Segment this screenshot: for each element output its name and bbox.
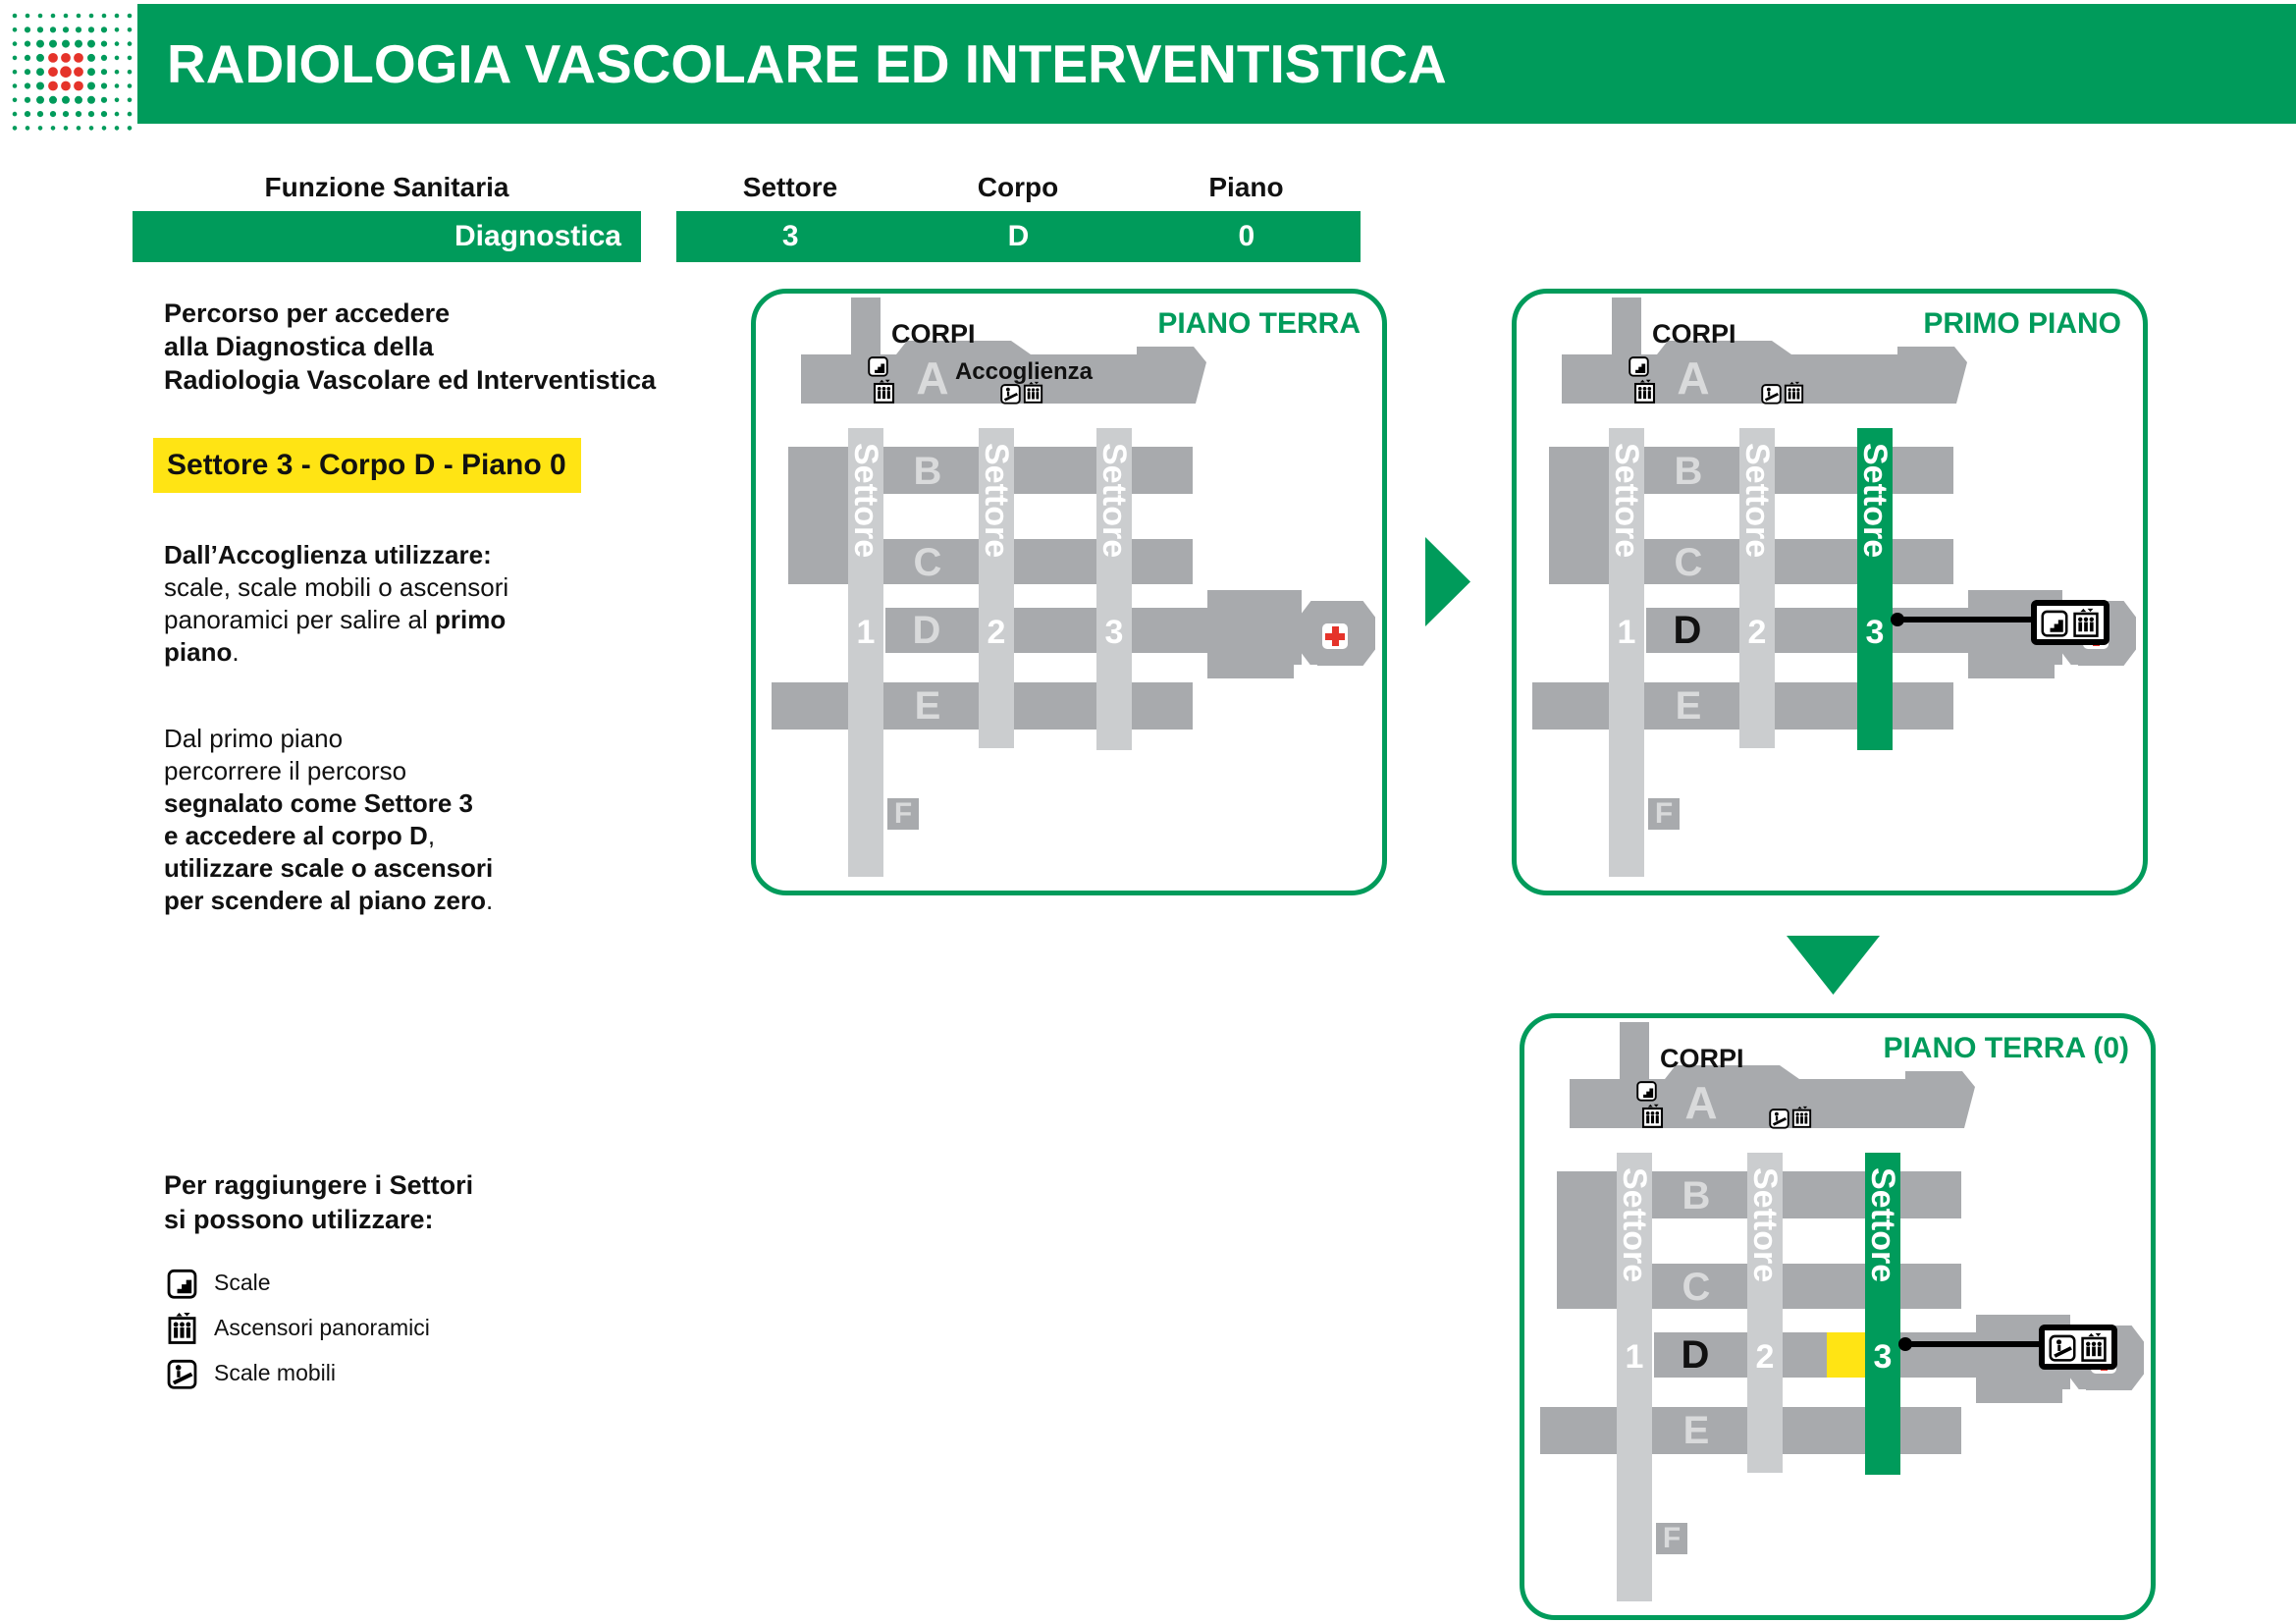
- escalator-icon: [167, 1357, 197, 1389]
- panel-title: PIANO TERRA: [1157, 307, 1361, 340]
- settore-3-label: Settore: [1864, 1167, 1901, 1283]
- callout-dot: [1891, 613, 1904, 626]
- corpo-f-letter: F: [893, 797, 913, 830]
- corpo-f-letter: F: [1654, 797, 1674, 830]
- escalator-icon: [1769, 1107, 1789, 1129]
- panel-title: PIANO TERRA (0): [1883, 1032, 2129, 1064]
- down-arrow-icon: [1787, 936, 1880, 995]
- panoramic-elevator-icon: [1023, 381, 1043, 404]
- settore-1-number: 1: [1625, 1338, 1644, 1376]
- corridor-block: [1207, 590, 1302, 678]
- hospital-dots-logo: [8, 8, 137, 137]
- legend-item-label: Scale mobili: [214, 1359, 336, 1385]
- callout-icon-1: [2041, 608, 2068, 637]
- red-cross-icon: [1322, 623, 1348, 649]
- callout-icon-2: [2080, 1332, 2108, 1362]
- settore-1-number: 1: [1617, 614, 1636, 651]
- value-settore-corpo-piano: [676, 211, 1361, 262]
- corpo-e-letter: E: [1682, 1409, 1710, 1452]
- instructions-paragraph-1: Dall’Accoglienza utilizzare: scale, scale mobili o ascensori panoramici per salire al primo piano.: [164, 540, 509, 667]
- corpo-a-letter: A: [916, 352, 949, 404]
- legend-item-label: Scale: [214, 1269, 271, 1295]
- column-header-corpo: Corpo: [977, 172, 1059, 202]
- app-header: [137, 4, 2296, 124]
- legend-item-scale: [167, 1266, 271, 1299]
- settore-2-label: Settore: [1738, 443, 1776, 559]
- callout-line: [1896, 617, 2033, 622]
- column-header-piano: Piano: [1208, 172, 1284, 202]
- corridor-notch: [2062, 1389, 2086, 1405]
- settore-1-number: 1: [856, 614, 876, 651]
- panoramic-elevator-icon: [1633, 379, 1656, 404]
- panoramic-elevator-icon: [167, 1312, 197, 1344]
- escalator-icon: [1000, 382, 1021, 405]
- corpo-d-letter: D: [1673, 609, 1702, 652]
- corpo-a-letter: A: [1684, 1077, 1718, 1128]
- settore-1-label: Settore: [1616, 1167, 1653, 1283]
- floor-map-panel: [1512, 289, 2148, 895]
- value-piano: 0: [1238, 220, 1255, 252]
- instructions-paragraph-2: Dal primo piano percorrere il percorso segnalato come Settore 3 e accedere al corpo D, utilizzare scale o ascensori per scendere al piano zero.: [164, 724, 494, 915]
- callout-icon-2: [2072, 608, 2100, 637]
- destination-room-highlight: [1827, 1332, 1865, 1378]
- settore-3-number: 3: [1104, 614, 1124, 651]
- accoglienza-label: Accoglienza: [954, 358, 1094, 385]
- corpo-a-letter: A: [1677, 352, 1710, 404]
- legend-item-label: Ascensori panoramici: [214, 1314, 430, 1340]
- callout-box: [2039, 1325, 2117, 1370]
- settore-2-number: 2: [987, 614, 1006, 651]
- escalator-icon: [1761, 382, 1782, 405]
- panoramic-elevator-icon: [1791, 1106, 1812, 1128]
- corpo-b-letter: B: [1682, 1174, 1711, 1217]
- settore-3-number: 3: [1865, 614, 1885, 651]
- floor-map-panel: [1520, 1013, 2156, 1620]
- destination-highlight-text: Settore 3 - Corpo D - Piano 0: [167, 449, 566, 481]
- column-header-settore: Settore: [742, 172, 838, 202]
- stairs-icon: [167, 1267, 197, 1299]
- callout-line: [1903, 1341, 2041, 1347]
- destination-highlight: [153, 438, 581, 493]
- legend-item-ascensori-panoramici: [167, 1311, 430, 1344]
- corpo-c-letter: C: [1682, 1266, 1711, 1309]
- settore-2-label: Settore: [1746, 1167, 1784, 1283]
- stairs-icon: [1636, 1079, 1657, 1102]
- corpo-f-letter: F: [1662, 1522, 1682, 1554]
- page-title: RADIOLOGIA VASCOLARE ED INTERVENTISTICA: [167, 33, 1447, 94]
- floor-map-panel: [751, 289, 1387, 895]
- settore-2-label: Settore: [978, 443, 1015, 559]
- corpo-c-letter: C: [1674, 541, 1703, 584]
- corpi-label: CORPI: [1652, 319, 1736, 349]
- stairs-icon: [1629, 354, 1649, 377]
- legend-heading: Per raggiungere i Settori si possono utilizzare:: [164, 1170, 474, 1234]
- settore-3-label: Settore: [1856, 443, 1894, 559]
- panoramic-elevator-icon: [1641, 1104, 1664, 1128]
- red-cross-horizontal: [1325, 633, 1345, 640]
- settore-1-label: Settore: [847, 443, 884, 559]
- settore-1-label: Settore: [1608, 443, 1645, 559]
- callout-box: [2031, 600, 2109, 645]
- legend-item-scale-mobili: [167, 1356, 336, 1389]
- callout-icon-1: [2049, 1332, 2076, 1362]
- settore-3-number: 3: [1873, 1338, 1893, 1376]
- corpo-e-letter: E: [914, 684, 941, 728]
- corpo-b-letter: B: [1674, 450, 1703, 493]
- stairs-icon: [868, 354, 888, 377]
- settore-3-label: Settore: [1095, 443, 1133, 559]
- corpo-e-letter: E: [1675, 684, 1702, 728]
- corpo-c-letter: C: [913, 541, 942, 584]
- corpo-d-letter: D: [1681, 1333, 1710, 1377]
- column-header-funzione-sanitaria: Funzione Sanitaria: [264, 172, 509, 202]
- corpi-label: CORPI: [1660, 1044, 1744, 1073]
- settore-2-number: 2: [1755, 1338, 1775, 1376]
- corpo-b-letter: B: [913, 450, 942, 493]
- panoramic-elevator-icon: [873, 379, 895, 404]
- value-settore: 3: [781, 220, 799, 252]
- panel-title: PRIMO PIANO: [1923, 307, 2121, 340]
- corpo-d-letter: D: [912, 609, 941, 652]
- right-arrow-icon: [1425, 537, 1470, 626]
- callout-dot: [1898, 1337, 1912, 1351]
- panoramic-elevator-icon: [1784, 381, 1804, 404]
- route-intro-text: Percorso per accedere alla Diagnostica della Radiologia Vascolare ed Interventistica: [164, 298, 657, 395]
- value-funzione-sanitaria: Diagnostica: [133, 211, 641, 262]
- value-corpo: D: [1007, 220, 1030, 252]
- corridor-notch: [2055, 665, 2078, 680]
- settore-2-number: 2: [1747, 614, 1767, 651]
- corpi-label: CORPI: [891, 319, 976, 349]
- corridor-notch: [1294, 665, 1317, 680]
